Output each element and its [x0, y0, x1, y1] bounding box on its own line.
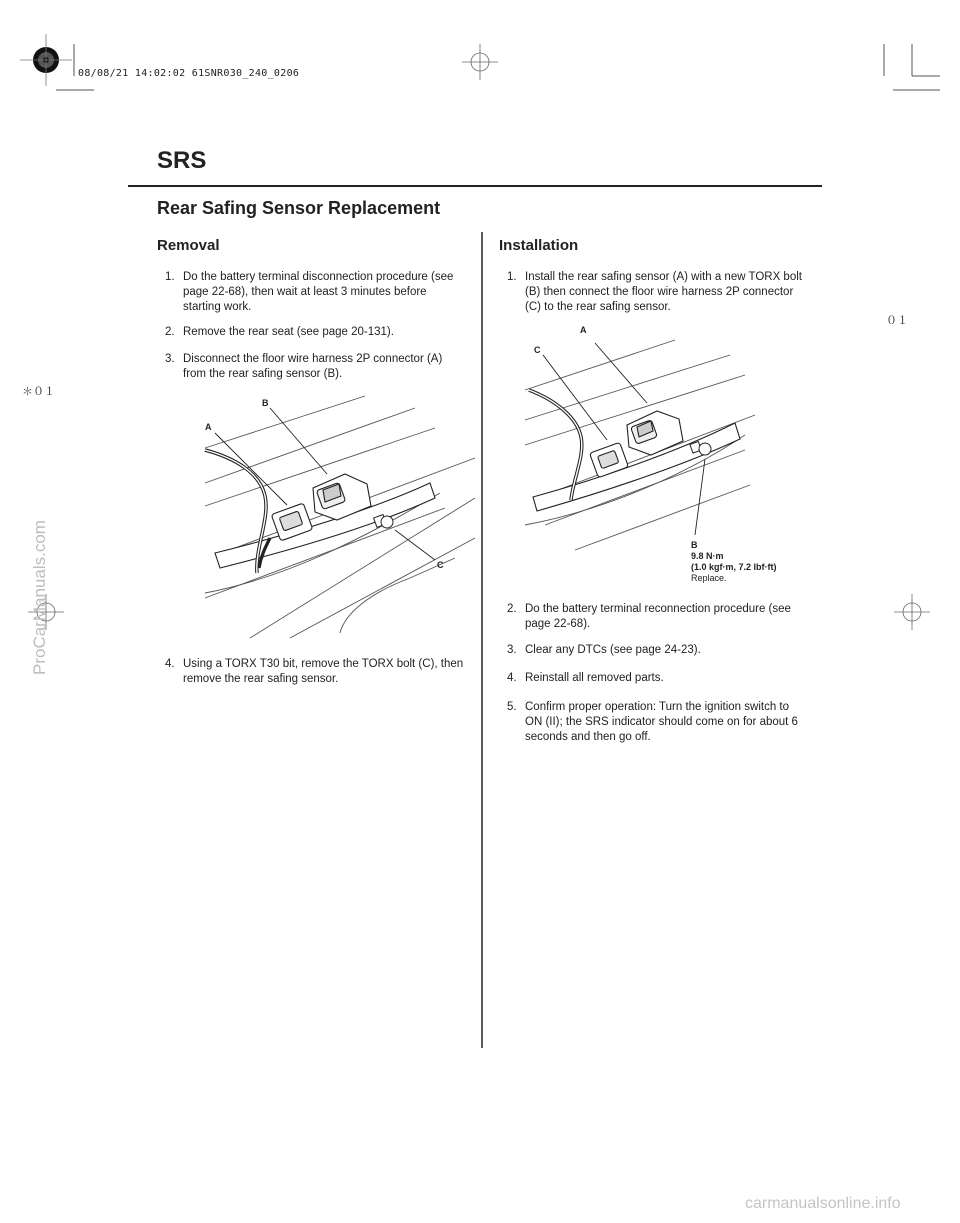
step-number: 2. — [507, 603, 517, 615]
installation-step-2 — [507, 602, 807, 632]
torque-value-alt: (1.0 kgf·m, 7.2 lbf·ft) — [691, 562, 777, 572]
installation-heading: Installation — [499, 237, 579, 254]
removal-step-1 — [165, 270, 465, 315]
step-number: 2. — [165, 326, 175, 338]
step-text: Reinstall all removed parts. — [525, 672, 664, 684]
installation-step-4 — [507, 671, 807, 686]
section-title: SRS — [157, 147, 207, 174]
step-text: Remove the rear seat (see page 20-131). — [183, 326, 394, 338]
installation-label-a: A — [580, 325, 587, 335]
step-text: Disconnect the floor wire harness 2P connector (A) from the rear safing sensor (B). — [183, 353, 443, 380]
step-text: Using a TORX T30 bit, remove the TORX bolt (C), then remove the rear safing sensor. — [183, 658, 464, 685]
removal-step-3 — [165, 352, 465, 382]
step-number: 5. — [507, 701, 517, 713]
torque-note: Replace. — [691, 573, 727, 583]
removal-label-b: B — [262, 398, 269, 408]
step-text: Install the rear safing sensor (A) with a new TORX bolt (B) then connect the floor wire harness 2P connector (C) to the rear safing sensor. — [525, 271, 802, 313]
watermark-left: ProCarManuals.com — [30, 520, 49, 675]
step-number: 4. — [165, 658, 175, 670]
crosshair-icon — [462, 44, 498, 80]
installation-step-5 — [507, 700, 807, 745]
installation-label-c: C — [534, 345, 541, 355]
removal-heading: Removal — [157, 237, 220, 254]
page-title: Rear Safing Sensor Replacement — [157, 198, 441, 218]
side-mark-right: ０１ — [886, 314, 908, 327]
removal-step-4 — [165, 657, 465, 687]
removal-label-c: C — [437, 560, 444, 570]
step-text: Do the battery terminal disconnection procedure (see page 22-68), then wait at least 3 minutes before starting work. — [183, 271, 454, 313]
step-number: 4. — [507, 672, 517, 684]
removal-figure — [195, 388, 480, 648]
side-mark-left: ＊０１ — [22, 385, 55, 398]
installation-step-1 — [507, 270, 807, 315]
registration-target-icon — [20, 34, 72, 86]
step-number: 3. — [165, 353, 175, 365]
removal-step-2 — [165, 325, 465, 340]
torque-spec — [691, 551, 777, 584]
step-number: 1. — [165, 271, 175, 283]
removal-label-a: A — [205, 422, 212, 432]
watermark-bottom: carmanualsonline.info — [745, 1195, 901, 1212]
step-text: Confirm proper operation: Turn the ignition switch to ON (II); the SRS indicator should come on for about 6 seconds and then go off. — [525, 701, 798, 743]
installation-label-b: B — [691, 540, 698, 550]
installation-step-3 — [507, 643, 807, 658]
step-text: Clear any DTCs (see page 24-23). — [525, 644, 701, 656]
step-number: 1. — [507, 271, 517, 283]
print-stamp: 08/08/21 14:02:02 61SNR030_240_0206 — [78, 68, 300, 79]
step-number: 3. — [507, 644, 517, 656]
crosshair-icon — [894, 594, 930, 630]
step-text: Do the battery terminal reconnection procedure (see page 22-68). — [525, 603, 791, 630]
torque-value: 9.8 N·m — [691, 551, 724, 561]
installation-figure — [515, 325, 795, 565]
